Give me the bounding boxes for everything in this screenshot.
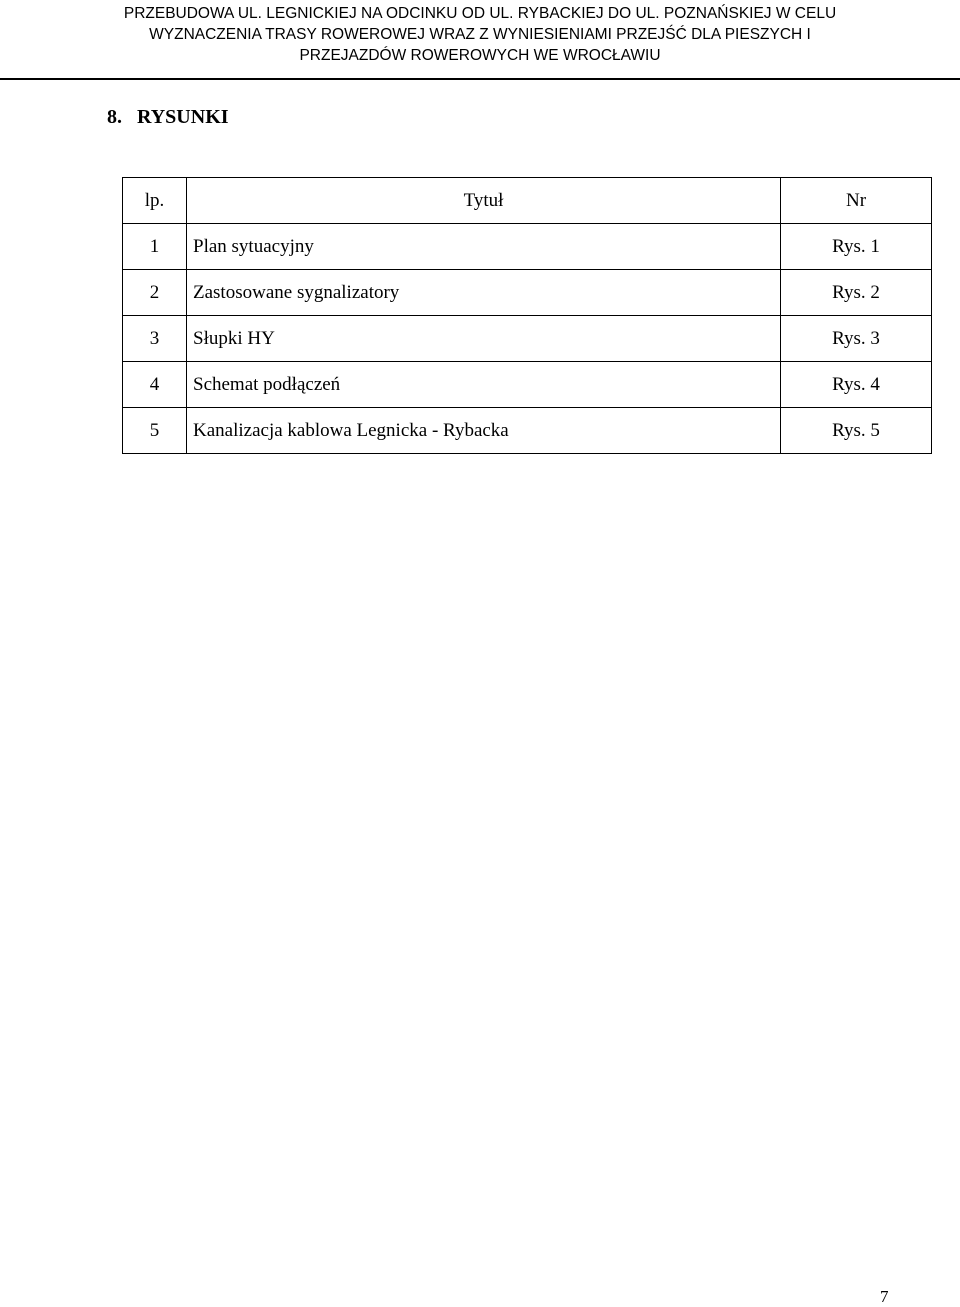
row-nr: Rys. 2	[781, 270, 932, 316]
row-nr: Rys. 4	[781, 362, 932, 408]
section-title: RYSUNKI	[137, 106, 229, 128]
table-row	[123, 408, 932, 454]
drawings-table	[122, 177, 932, 454]
header-line-3: PRZEJAZDÓW ROWEROWYCH WE WROCŁAWIU	[299, 47, 661, 64]
section-heading	[107, 106, 229, 129]
row-lp: 4	[123, 362, 187, 408]
column-header-nr: Nr	[781, 178, 932, 224]
header-line-2: WYZNACZENIA TRASY ROWEROWEJ WRAZ Z WYNIESIENIAMI PRZEJŚĆ DLA PIESZYCH I	[149, 26, 811, 43]
row-lp: 2	[123, 270, 187, 316]
row-title: Plan sytuacyjny	[187, 224, 781, 270]
row-lp: 5	[123, 408, 187, 454]
header-divider	[0, 78, 960, 80]
table-row	[123, 362, 932, 408]
row-title: Schemat podłączeń	[187, 362, 781, 408]
row-nr: Rys. 1	[781, 224, 932, 270]
row-title: Kanalizacja kablowa Legnicka - Rybacka	[187, 408, 781, 454]
column-header-title: Tytuł	[187, 178, 781, 224]
table-header-row	[123, 178, 932, 224]
document-header	[0, 0, 960, 66]
row-nr: Rys. 5	[781, 408, 932, 454]
table-row	[123, 316, 932, 362]
row-nr: Rys. 3	[781, 316, 932, 362]
row-lp: 1	[123, 224, 187, 270]
page-number: 7	[880, 1287, 889, 1306]
table-row	[123, 270, 932, 316]
row-title: Zastosowane sygnalizatory	[187, 270, 781, 316]
row-title: Słupki HY	[187, 316, 781, 362]
header-line-1: PRZEBUDOWA UL. LEGNICKIEJ NA ODCINKU OD UL. RYBACKIEJ DO UL. POZNAŃSKIEJ W CELU	[123, 5, 837, 22]
table-row	[123, 224, 932, 270]
section-number: 8.	[107, 106, 122, 128]
row-lp: 3	[123, 316, 187, 362]
column-header-lp: lp.	[123, 178, 187, 224]
